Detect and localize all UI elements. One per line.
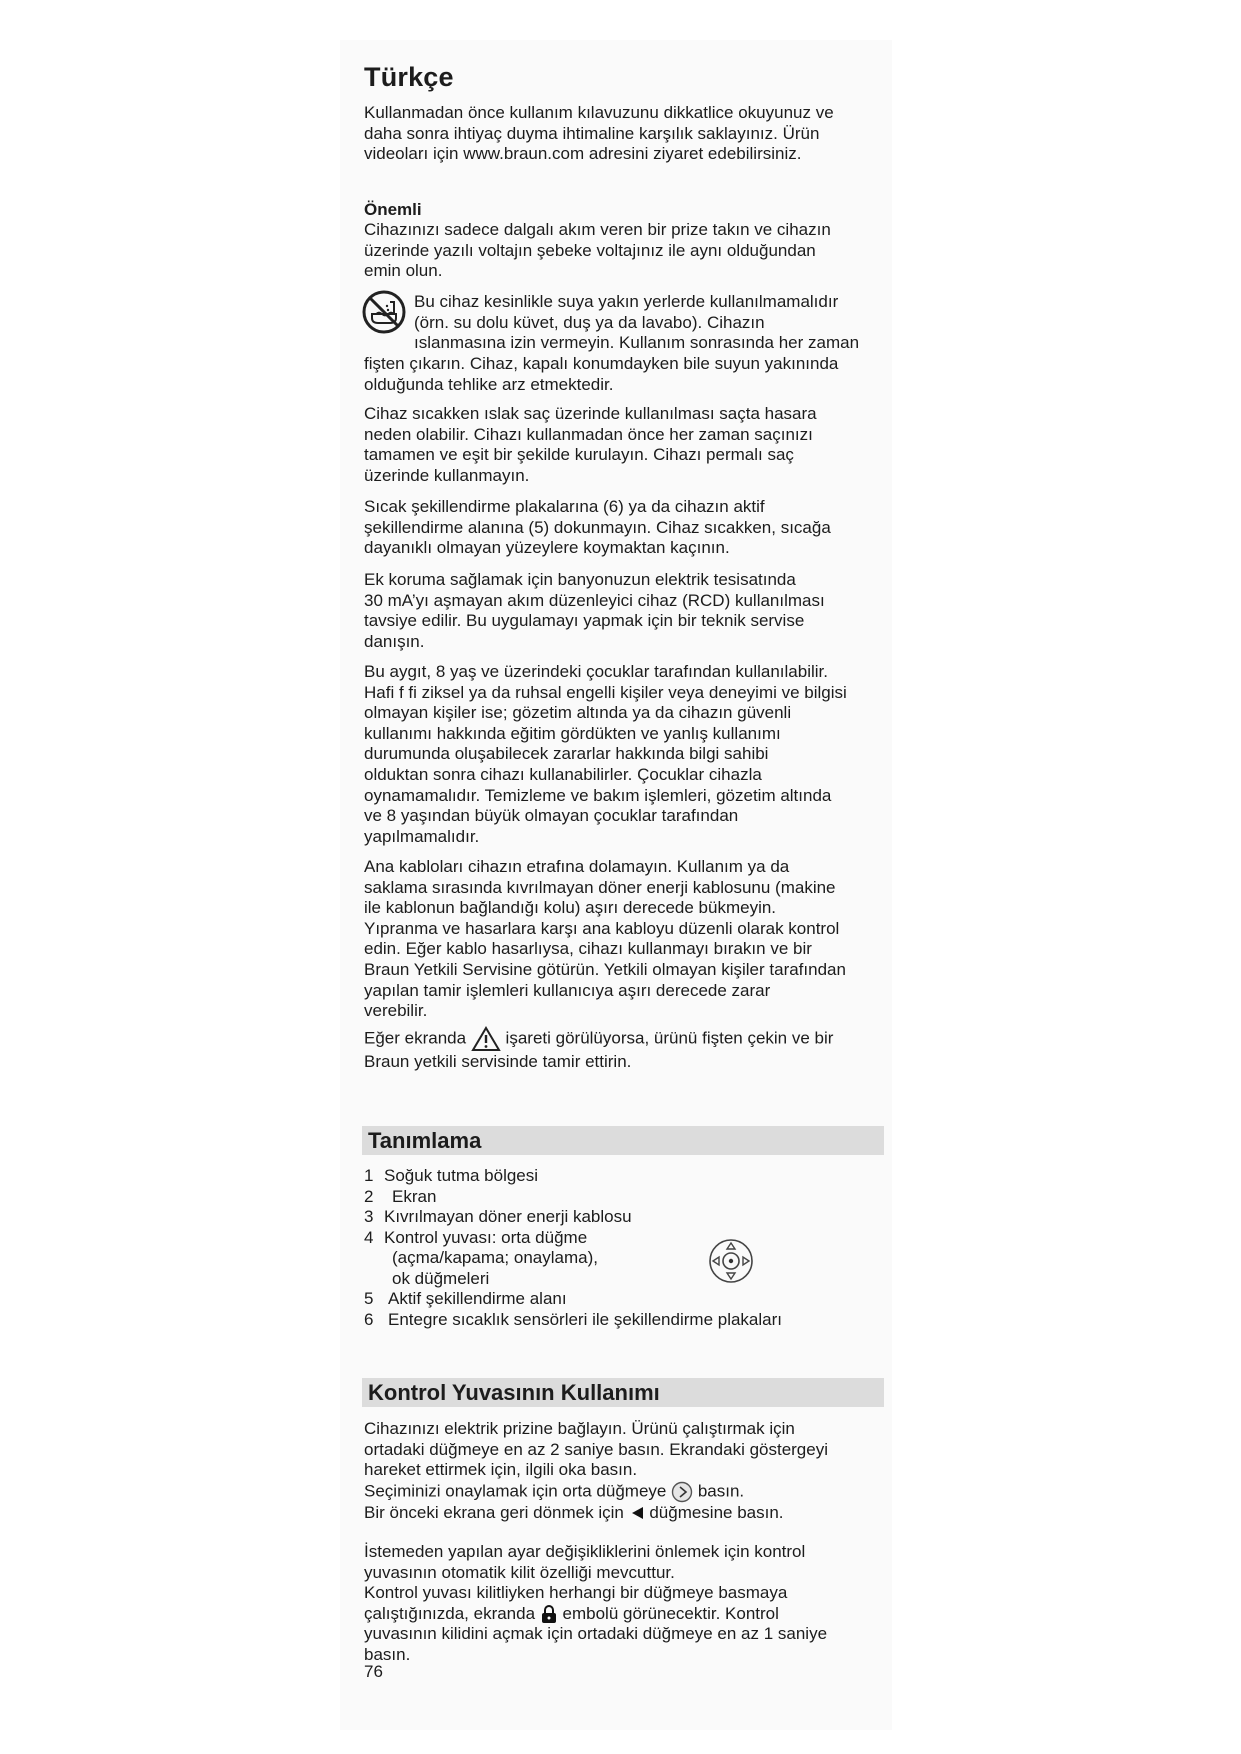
list-item: (açma/kapama; onaylama), — [392, 1248, 598, 1267]
list-item: 5 Aktif şekillendirme alanı — [364, 1289, 567, 1308]
lock-paragraph: İstemeden yapılan ayar değişikliklerini önlemek için kontrol yuvasının otomatik kilit özelliği mevcuttur. Kontrol yuvası kilitliyken herhangi bir düğmeye basmaya çalıştığınızda, ekranda embolü görünecektir. Kontrol yuvasının kilidini açmak için ortadaki düğmeye en az 1 saniye basın. — [364, 1542, 828, 1664]
rcd-paragraph: Ek koruma sağlamak için banyonuzun elektrik tesisatında 30 mA’yı aşmayan akım düzenleyici cihaz (RCD) kullanılması tavsiye edilir. Bu uygulamayı yapmak için bir teknik servise danışın. — [364, 570, 825, 651]
children-paragraph: Bu aygıt, 8 yaş ve üzerindeki çocuklar tarafından kullanılabilir. Hafi f fi ziksel ya da ruhsal engelli kişiler veya deneyimi ve bilgisi olmayan kişiler ise; gözetim altında ya da cihazın güvenli kullanımı hakkında eğitim gördükten ve yanlış kullanımı durumunda oluşabilecek zararlar hakkında bilgi sahibi olduktan sonra cihazı kullanabilirler. Çocuklar cihazla oynamamalıdır. Temizleme ve bakım işlemleri, gözetim altında ve 8 yaşından büyük olmayan çocuklar tarafından yapılmamalıdır. — [364, 662, 847, 846]
control-section-header — [362, 1378, 884, 1407]
plates-paragraph: Sıcak şekillendirme plakalarına (6) ya da cihazın aktif şekillendirme alanına (5) dokunmayın. Cihaz sıcakken, sıcağa dayanıklı olmayan yüzeylere koymaktan kaçının. — [364, 497, 831, 558]
list-item: 3 Kıvrılmayan döner enerji kablosu — [364, 1207, 632, 1226]
intro-paragraph: Kullanmadan önce kullanım kılavuzunu dikkatlice okuyunuz ve daha sonra ihtiyaç duyma ihtimaline karşılık saklayınız. Ürün videoları için www.braun.com adresini ziyaret edebilirsiniz. — [364, 103, 834, 164]
hot-hair-paragraph: Cihaz sıcakken ıslak saç üzerinde kullanılması saçta hasara neden olabilir. Cihazı kullanmadan önce her zaman saçınızı tamamen ve eşit bir şekilde kurulayın. Cihazı permalı saç üzerinde kullanmayın. — [364, 404, 817, 485]
list-item: 1 Soğuk tutma bölgesi — [364, 1166, 539, 1185]
center-button-icon — [671, 1481, 693, 1503]
warning-triangle-icon — [471, 1026, 501, 1052]
page-number: 76 — [364, 1662, 383, 1681]
list-item: 2 Ekran — [364, 1186, 437, 1206]
important-heading: Önemli — [364, 200, 422, 219]
water-warning-rest: fişten çıkarın. Cihaz, kapalı konumdayken bile suyun yakınında olduğunda tehlike arz etmektedir. — [364, 354, 839, 394]
list-item: 4 Kontrol yuvası: orta düğme — [364, 1227, 588, 1247]
back-arrow-icon — [629, 1505, 645, 1521]
control-heading: Kontrol Yuvasının Kullanımı — [368, 1380, 660, 1405]
list-item: ok düğmeleri — [392, 1268, 490, 1288]
description-section-header — [362, 1126, 884, 1155]
water-warning-indented: Bu cihaz kesinlikle suya yakın yerlerde kullanılmamalıdır (örn. su dolu küvet, duş ya da lavabo). Cihazın ıslanmasına izin vermeyin. Kullanım sonrasında her zaman — [414, 292, 860, 353]
description-list — [364, 1166, 904, 1330]
control-pad-icon — [708, 1238, 754, 1284]
no-water-bathtub-icon — [362, 290, 406, 334]
cable-paragraph: Ana kabloları cihazın etrafına dolamayın. Kullanım ya da saklama sırasında kıvrılmayan döner enerji kablosunu (makine ile kablonun bağlandığı kolu) aşırı derecede bükmeyin. Yıpranma ve hasarlara karşı ana kabloyu düzenli olarak kontrol edin. Eğer kablo hasarlıysa, cihazı kullanmayı bırakın ve bir Braun Yetkili Servisine götürün. Yetkili olmayan kişiler tarafından yapılan tamir işlemleri kullanıcıya aşırı derecede zarar verebilir. — [364, 857, 846, 1021]
important-paragraph: Cihazınızı sadece dalgalı akım veren bir prize takın ve cihazın üzerinde yazılı voltajın şebeke voltajınız ile aynı olduğundan emin olun. — [364, 220, 831, 281]
page-title: Türkçe — [364, 62, 454, 92]
warning-sign-paragraph: Eğer ekranda işareti görülüyorsa, ürünü fişten çekin ve bir Braun yetkili servisinde tamir ettirin. — [364, 1026, 892, 1073]
control-paragraph: Cihazınızı elektrik prizine bağlayın. Ürünü çalıştırmak için ortadaki düğmeye en az 2 saniye basın. Ekrandaki göstergeyi hareket ettirmek için, ilgili oka basın. Seçiminizi onaylamak için orta düğmeye basın. Bir önceki ekrana geri dönmek için düğmesine basın. — [364, 1419, 828, 1522]
list-item: 6 Entegre sıcaklık sensörleri ile şekillendirme plakaları — [364, 1309, 782, 1329]
description-heading: Tanımlama — [368, 1128, 482, 1153]
lock-icon — [540, 1604, 558, 1624]
